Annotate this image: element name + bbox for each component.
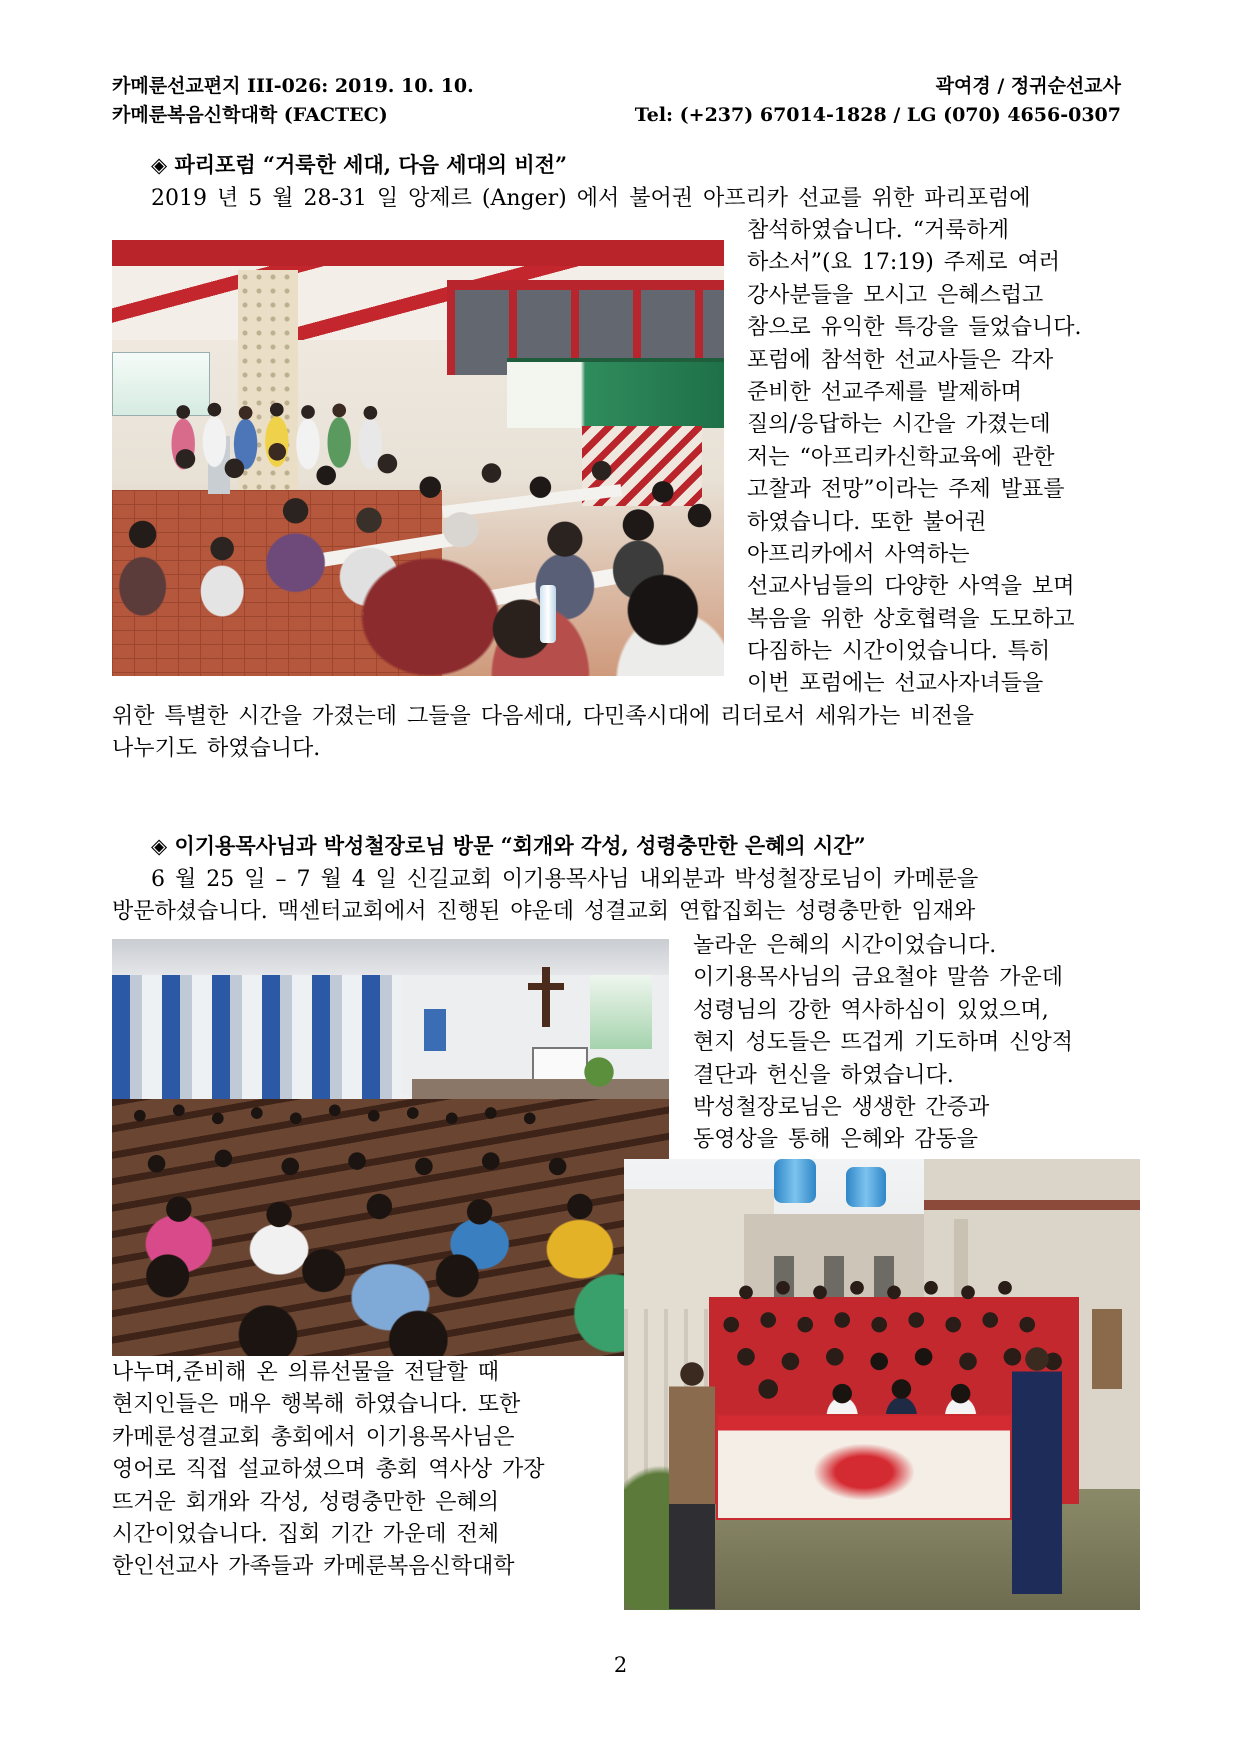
water-tank <box>846 1167 886 1207</box>
paragraph-closing <box>112 1357 545 1584</box>
text-line: 하였습니다. 또한 불어권 <box>747 509 987 535</box>
text-line: 결단과 헌신을 하였습니다. <box>693 1062 954 1088</box>
text-line: 이번 포럼에는 선교사자녀들을 <box>747 671 1044 697</box>
authors: 곽여경 / 정귀순선교사 <box>935 75 1121 97</box>
person <box>669 1359 715 1609</box>
text-line: 아프리카에서 사역하는 <box>747 541 970 567</box>
church-service-photo <box>112 939 669 1356</box>
forum-banner <box>507 358 724 428</box>
text-line: 질의/응답하는 시간을 가졌는데 <box>747 412 1051 438</box>
text-line: 저는 “아프리카신학교육에 관한 <box>747 444 1055 470</box>
ceiling <box>112 939 669 975</box>
paragraph-beside-photo <box>747 215 1082 701</box>
text-line: 이기용목사님의 금요철야 말씀 가운데 <box>693 965 1064 991</box>
ceiling-beam <box>112 240 724 266</box>
water-tank <box>774 1159 816 1203</box>
text-line: 놀라운 은혜의 시간이었습니다. <box>693 933 997 958</box>
text-line: 선교사님들의 다양한 사역을 보며 <box>747 574 1075 600</box>
text-line: 성령님의 강한 역사하심이 있었으며, <box>693 997 1049 1023</box>
paragraph <box>112 864 978 929</box>
banner-emblem <box>814 1444 914 1500</box>
text-line: 고찰과 전망”이라는 주제 발표를 <box>747 477 1065 503</box>
forum-photo <box>112 240 724 676</box>
contact-info: Tel: (+237) 67014-1828 / LG (070) 4656-0307 <box>634 104 1121 126</box>
text-line: 뜨거운 회개와 각성, 성령충만한 은혜의 <box>112 1489 499 1515</box>
group-photo <box>624 1159 1140 1610</box>
text-line: 방문하셨습니다. 맥센터교회에서 진행된 야운데 성결교회 연합집회는 성령충만한 임재와 <box>112 899 976 925</box>
wall-poster <box>590 975 652 1049</box>
page-number: 2 <box>613 1653 628 1677</box>
text-line: 카메룬성결교회 총회에서 이기용목사님은 <box>112 1424 515 1450</box>
newsletter-title: 카메룬선교편지 III-026: 2019. 10. 10. <box>112 75 474 97</box>
text-line: 참으로 유익한 특강을 들었습니다. <box>747 315 1082 341</box>
section-heading: ◈ 파리포럼 “거룩한 세대, 다음 세대의 비전” <box>151 152 568 177</box>
text-line: 현지 성도들은 뜨겁게 기도하며 신앙적 <box>693 1030 1074 1056</box>
paragraph <box>151 183 1030 215</box>
paragraph-beside-photo <box>693 930 1073 1157</box>
text-line: 2019 년 5 월 28-31 일 앙제르 (Anger) 에서 불어권 아프리카 선교를 위한 파리포럼에 <box>151 186 1031 211</box>
section-heading: ◈ 이기용목사님과 박성철장로님 방문 “회개와 각성, 성령충만한 은혜의 시간” <box>151 833 866 858</box>
plant <box>582 1055 616 1089</box>
text-line: 현지인들은 매우 행복해 하였습니다. 또한 <box>112 1392 521 1418</box>
text-line: 6 월 25 일 – 7 월 4 일 신길교회 이기용목사님 내외분과 박성철장로님이 카메룬을 <box>151 867 979 892</box>
text-line: 나누기도 하였습니다. <box>112 736 321 762</box>
header-left <box>112 72 474 130</box>
institution-name: 카메룬복음신학대학 (FACTEC) <box>112 104 388 126</box>
wall-poster <box>424 1009 446 1051</box>
audience <box>112 440 724 676</box>
text-line: 다짐하는 시간이었습니다. 특히 <box>747 639 1051 665</box>
text-line: 영어로 직접 설교하셨으며 총회 역사상 가장 <box>112 1457 545 1483</box>
text-line: 한인선교사 가족들과 카메룬복음신학대학 <box>112 1554 515 1580</box>
text-line: 나누며,준비해 온 의류선물을 전달할 때 <box>112 1360 499 1385</box>
header-right <box>635 72 1121 130</box>
door <box>1092 1309 1122 1389</box>
person <box>1012 1344 1062 1594</box>
text-line: 시간이었습니다. 집회 기간 가운데 전체 <box>112 1521 499 1547</box>
text-line: 복음을 위한 상호협력을 도모하고 <box>747 606 1075 632</box>
congregation <box>112 1089 669 1356</box>
text-line: 참석하였습니다. “거룩하게 <box>747 218 1010 243</box>
water-bottle <box>540 585 556 643</box>
cross-icon <box>528 983 564 990</box>
text-line: 박성철장로님은 생생한 간증과 <box>693 1094 990 1120</box>
text-line: 동영상을 통해 은혜와 감동을 <box>693 1127 979 1153</box>
text-line: 준비한 선교주제를 발제하며 <box>747 379 1023 405</box>
cross-icon <box>542 967 550 1027</box>
paragraph-closing <box>112 701 974 766</box>
text-line: 강사분들을 모시고 은혜스럽고 <box>747 282 1044 308</box>
text-line: 포럼에 참석한 선교사들은 각자 <box>747 347 1054 373</box>
text-line: 위한 특별한 시간을 가졌는데 그들을 다음세대, 다민족시대에 리더로서 세워가는 비전을 <box>112 704 975 729</box>
text-line: 하소서”(요 17:19) 주제로 여러 <box>747 250 1061 276</box>
